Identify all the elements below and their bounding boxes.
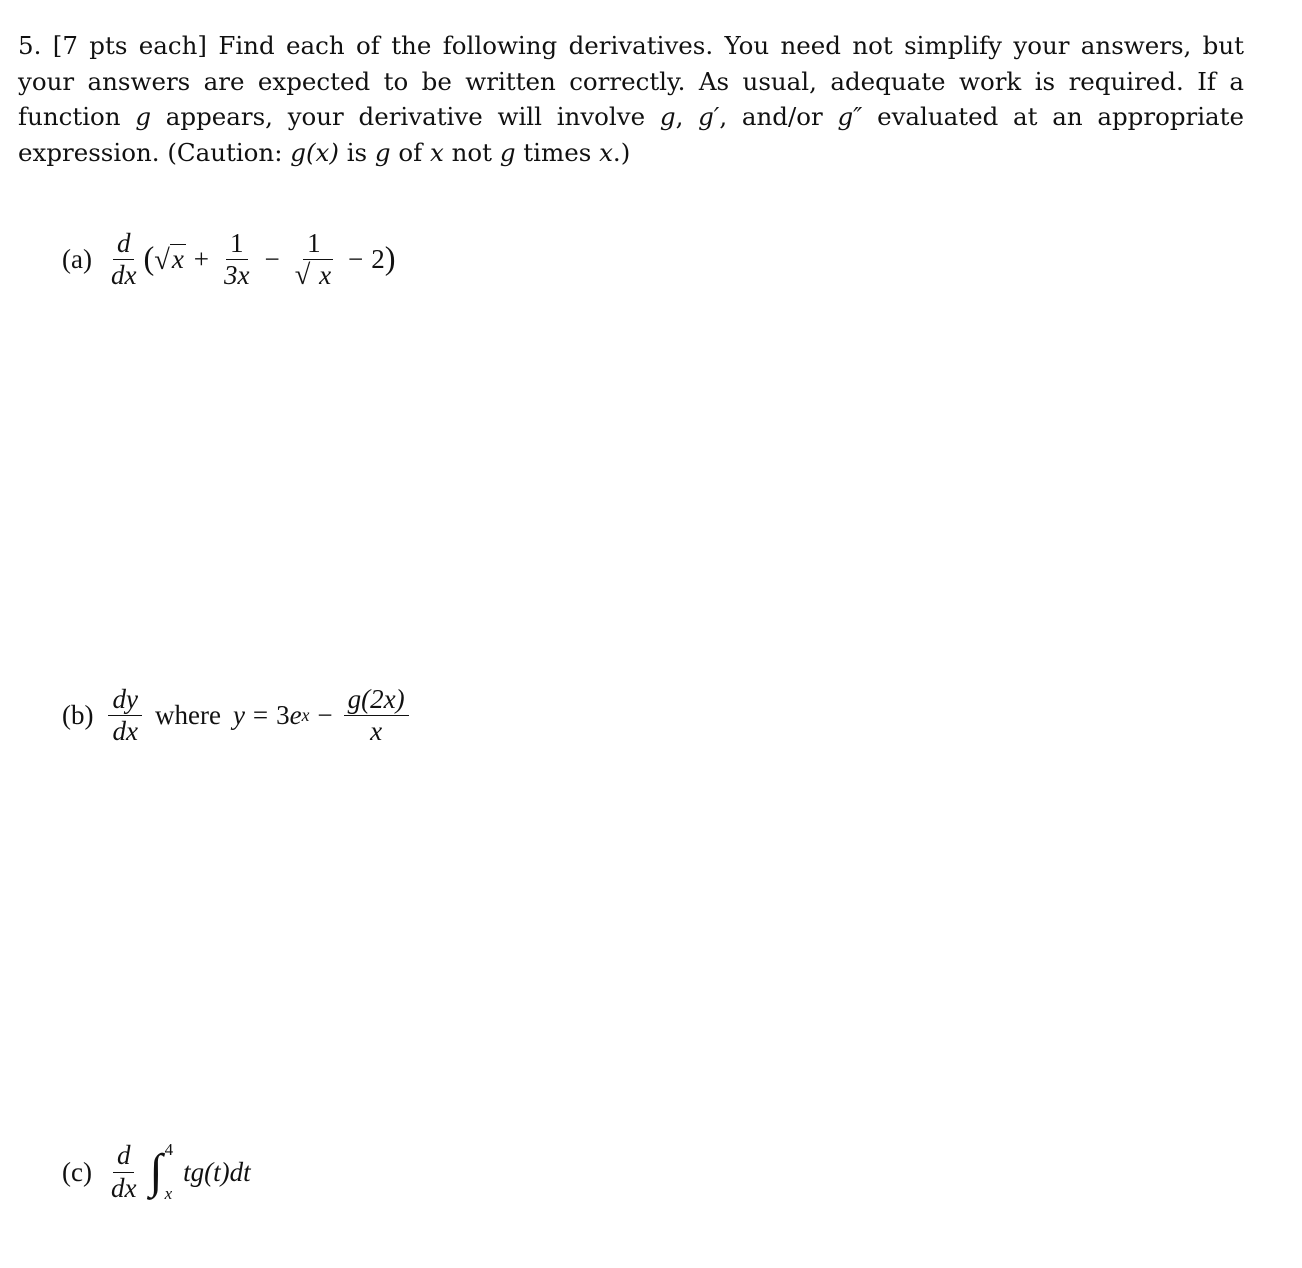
lower-limit: x: [164, 1184, 173, 1203]
problem-c: [62, 1140, 251, 1204]
close-paren: ): [384, 241, 396, 278]
instruction-sentence-3-start: If a function: [18, 66, 1245, 131]
derivative-operator: $\frac{d}{dx}$: [110, 228, 137, 291]
var-y: y: [232, 700, 245, 731]
plus-sign: +: [193, 244, 210, 275]
sqrt-x: √ x: [154, 244, 184, 276]
where-text: where: [154, 700, 221, 731]
integral-sign-icon: ∫: [149, 1145, 163, 1198]
problem-c-label: (c): [62, 1156, 92, 1187]
coefficient: 3: [276, 700, 290, 731]
open-paren: (: [143, 241, 155, 278]
radical-sign-icon: √: [154, 244, 170, 276]
caution-g: g: [374, 137, 391, 167]
fraction-one-over-3x: $\frac{1}{3x}$: [224, 228, 250, 291]
equals-sign: =: [252, 700, 269, 731]
minus-sign: −: [264, 244, 280, 275]
caution-of: of: [398, 137, 423, 167]
problem-a: [62, 228, 396, 291]
instruction-sentence-3-end: evaluated at an appropriate expression.: [18, 102, 1245, 167]
derivative-operator: $\frac{dy}{dx}$: [108, 684, 141, 747]
var-g-double-prime: g″: [837, 102, 863, 131]
separator: , and/or: [719, 102, 823, 131]
constant: 2: [371, 244, 385, 275]
integral: [149, 1140, 173, 1204]
caution-open: (Caution:: [167, 137, 283, 167]
instruction-sentence-3-mid: appears, your derivative will involve: [165, 102, 646, 131]
separator: ,: [675, 102, 684, 131]
var-g: g: [659, 102, 676, 131]
caution-not: not: [451, 137, 493, 167]
problem-statement: [18, 28, 1244, 170]
fraction-one-over-sqrt-x: $\frac{1}{√ x}$: [294, 228, 332, 292]
integrand: tg(t)dt: [183, 1156, 251, 1187]
caution-g: g: [499, 137, 516, 167]
fraction-g2x-over-x: $\frac{g(2x)}{x}$: [344, 684, 409, 747]
caution-x: x: [430, 137, 444, 167]
var-g-prime: g′: [698, 102, 720, 131]
derivative-operator: $\frac{d}{dx}$: [110, 1140, 137, 1203]
var-g: g: [135, 102, 152, 131]
problem-b-label: (b): [62, 700, 94, 731]
points-label: [7 pts each]: [52, 31, 207, 60]
problem-number: 5.: [18, 31, 42, 60]
caution-is: is: [346, 137, 368, 167]
instruction-sentence-2: As usual, adequate work is required.: [698, 66, 1184, 96]
upper-limit: 4: [164, 1140, 174, 1159]
caution-x: x: [599, 137, 613, 167]
caution-times: times: [523, 137, 592, 167]
radical-sign-icon: √: [294, 260, 311, 292]
exp-base: e: [289, 700, 302, 731]
caution-close: .): [612, 137, 631, 167]
problem-a-label: (a): [62, 244, 92, 275]
instruction-sentence-1: Find each of the following derivatives. You need not simplify your answers, but your answers are expected to be written correctly.: [18, 31, 1244, 96]
minus-sign: −: [317, 700, 333, 731]
problem-b: [62, 684, 412, 747]
exponent: x: [301, 705, 310, 726]
caution-gx: g(x): [290, 137, 339, 167]
minus-sign: −: [348, 244, 364, 275]
